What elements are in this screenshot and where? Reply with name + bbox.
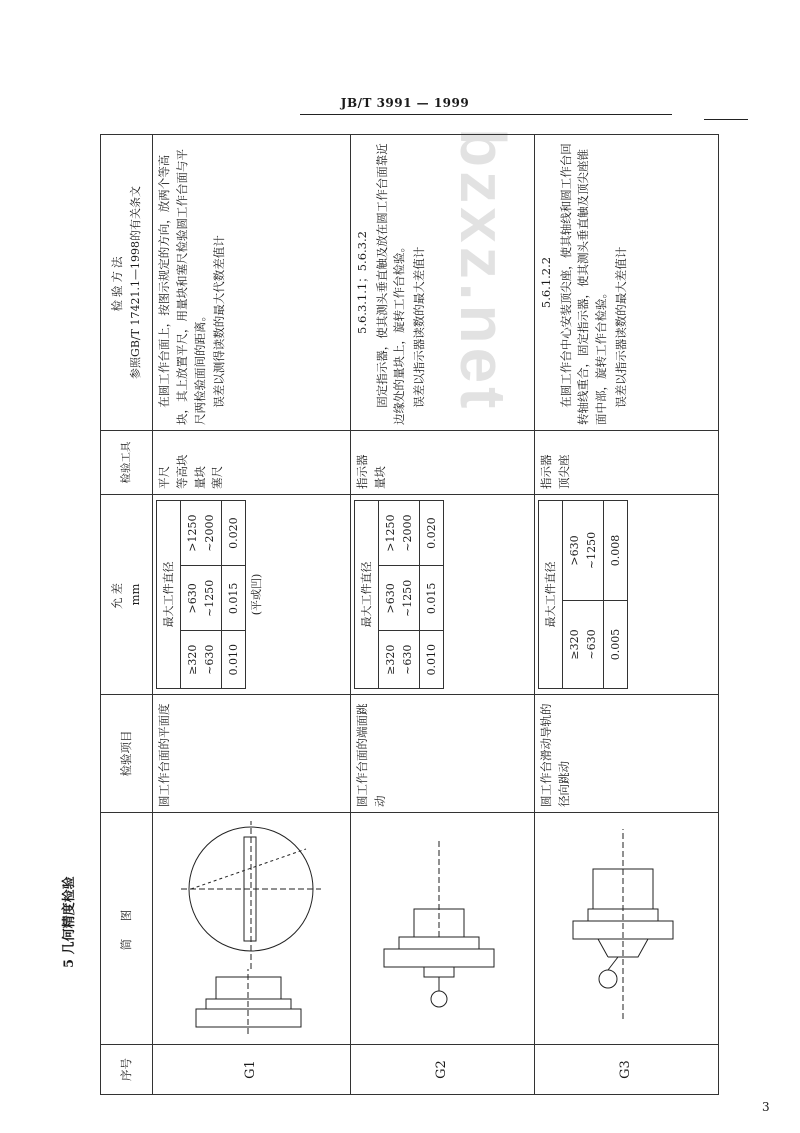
tol-header-g3: 最大工件直径 <box>538 501 562 689</box>
tol-range-g2-2a: >630 <box>383 583 397 614</box>
tol-value-g2-1: 0.010 <box>419 631 443 689</box>
item-g2: 圆工作台面的端面跳动 <box>350 695 534 813</box>
tol-range-g2-3a: >1250 <box>383 514 397 552</box>
tol-header-g1: 最大工件直径 <box>157 501 181 689</box>
tol-range-g2-1b: ~630 <box>400 644 414 675</box>
method-g3 <box>534 135 718 431</box>
tools-g2 <box>350 431 534 495</box>
row-code-g2: G2 <box>350 1045 534 1095</box>
tol-value-g3-1: 0.005 <box>603 600 627 688</box>
method-g2-text: 固定指示器，使其测头垂直触及放在圆工作台面靠近边缘处的量块上，旋转工作台检验。 <box>374 143 407 425</box>
tolerance-table-g1 <box>156 500 246 689</box>
tol-range-g2-1 <box>378 631 419 689</box>
tol-range-g3-2a: >630 <box>567 535 581 566</box>
tol-value-g1-1: 0.010 <box>222 631 246 689</box>
tol-range-g1-2a: >630 <box>186 583 200 614</box>
tolerance-g3 <box>534 495 718 695</box>
tol-range-g3-2b: ~1250 <box>584 531 598 570</box>
method-g2-ref: 5.6.3.1.1；5.6.3.2 <box>354 231 369 334</box>
diagram-g2 <box>350 813 534 1045</box>
diagram-g1 <box>153 813 351 1045</box>
header-method-label: 检验方法 <box>110 253 125 312</box>
tol-value-g1-2: 0.015 <box>222 566 246 631</box>
tolerance-g1 <box>153 495 351 695</box>
page-number: 3 <box>762 1100 770 1114</box>
tol-value-g2-3: 0.020 <box>419 501 443 566</box>
method-g1-text: 在圆工作台面上，按图示规定的方向，放两个等高块，其上放置平尺，用量块和塞尺检验圆工作台面与平尺两检验面间的距离。 <box>157 149 207 425</box>
tol-value-g1-3: 0.020 <box>222 501 246 566</box>
table-row <box>534 135 718 1095</box>
tol-range-g2-2 <box>378 566 419 631</box>
tools-g1 <box>153 431 351 495</box>
tool-g1-2: 等高块 <box>174 454 189 489</box>
reference-row: 参照GB/T 17421.1—1998的有关条文 <box>128 186 142 379</box>
standard-code: JB/T 3991 — 1999 <box>340 96 470 110</box>
tol-range-g2-3 <box>378 501 419 566</box>
table-header-row <box>101 135 153 1095</box>
method-g3-ref: 5.6.1.2.2 <box>538 256 553 309</box>
section-title: 5 几何精度检验 <box>62 876 77 968</box>
header-rule <box>300 114 672 115</box>
tol-header-g2: 最大工件直径 <box>354 501 378 689</box>
header-tolerance-unit: mm <box>127 583 142 606</box>
tool-g1-1: 平尺 <box>157 466 171 489</box>
diagram-g2-drawing <box>354 819 524 1039</box>
header-item: 检验项目 <box>101 695 153 813</box>
tol-range-g3-1a: ≥320 <box>567 629 581 660</box>
tol-range-g2-1a: ≥320 <box>383 644 397 675</box>
method-g3-text: 在圆工作台中心安装顶尖座，使其轴线和圆工作台回转轴线重合，固定指示器，使其测头垂直触及顶尖座锥面中部，旋转工作台检验。 <box>558 143 609 425</box>
tol-note-g1: (平或凹) <box>250 573 264 616</box>
tol-range-g3-1 <box>562 600 603 688</box>
tol-value-g2-2: 0.015 <box>419 566 443 631</box>
tools-g3 <box>534 431 718 495</box>
header-rule-right <box>704 119 748 120</box>
tol-range-g3-1b: ~630 <box>584 629 598 660</box>
table-row <box>153 135 351 1095</box>
tolerance-table-g3 <box>538 500 628 689</box>
row-code-g3: G3 <box>534 1045 718 1095</box>
header-tolerance-label: 允差 <box>109 580 124 609</box>
header-method <box>101 135 153 431</box>
watermark: bzxz.net <box>447 128 519 413</box>
tol-range-g1-1b: ~630 <box>203 644 217 675</box>
header-diagram: 简 图 <box>101 813 153 1045</box>
tol-range-g1-3b: ~2000 <box>203 514 217 552</box>
method-g3-error: 误差以指示器读数的最大差值计 <box>614 246 629 408</box>
tolerance-g2 <box>350 495 534 695</box>
method-g2-error: 误差以指示器读数的最大差值计 <box>412 246 427 408</box>
tol-range-g3-2 <box>562 501 603 601</box>
tol-range-g1-3 <box>181 501 222 566</box>
tool-g1-3: 量块 <box>192 466 207 489</box>
header-tolerance <box>101 495 153 695</box>
method-g2 <box>350 135 534 431</box>
item-g1: 圆工作台面的平面度 <box>153 695 351 813</box>
tolerance-table-g2 <box>354 500 444 689</box>
tol-range-g1-3a: >1250 <box>186 514 200 552</box>
inspection-table <box>100 135 716 1095</box>
tool-g3-2: 顶尖座 <box>556 454 571 489</box>
tol-range-g2-3b: ~2000 <box>400 514 414 552</box>
tool-g1-4: 塞尺 <box>210 466 225 489</box>
tool-g2-2: 量块 <box>372 466 387 489</box>
method-g1-error: 误差以测得读数的最大代数差值计 <box>212 235 227 408</box>
header-tools: 检验工具 <box>101 431 153 495</box>
diagram-g1-drawing <box>156 819 341 1039</box>
tol-range-g1-2b: ~1250 <box>203 579 217 617</box>
tol-range-g1-2 <box>181 566 222 631</box>
row-code-g1: G1 <box>153 1045 351 1095</box>
tol-range-g1-1 <box>181 631 222 689</box>
item-g3: 圆工作台滑动导轨的径向跳动 <box>534 695 718 813</box>
diagram-g3 <box>534 813 718 1045</box>
tool-g2-1: 指示器 <box>354 454 369 489</box>
method-g1 <box>153 135 351 431</box>
diagram-g3-drawing <box>538 819 708 1039</box>
tol-range-g1-1a: ≥320 <box>186 644 200 675</box>
tool-g3-1: 指示器 <box>538 454 553 489</box>
header-seq: 序号 <box>101 1045 153 1095</box>
table-row <box>350 135 534 1095</box>
tol-range-g2-2b: ~1250 <box>400 579 414 617</box>
tol-value-g3-2: 0.008 <box>603 501 627 601</box>
